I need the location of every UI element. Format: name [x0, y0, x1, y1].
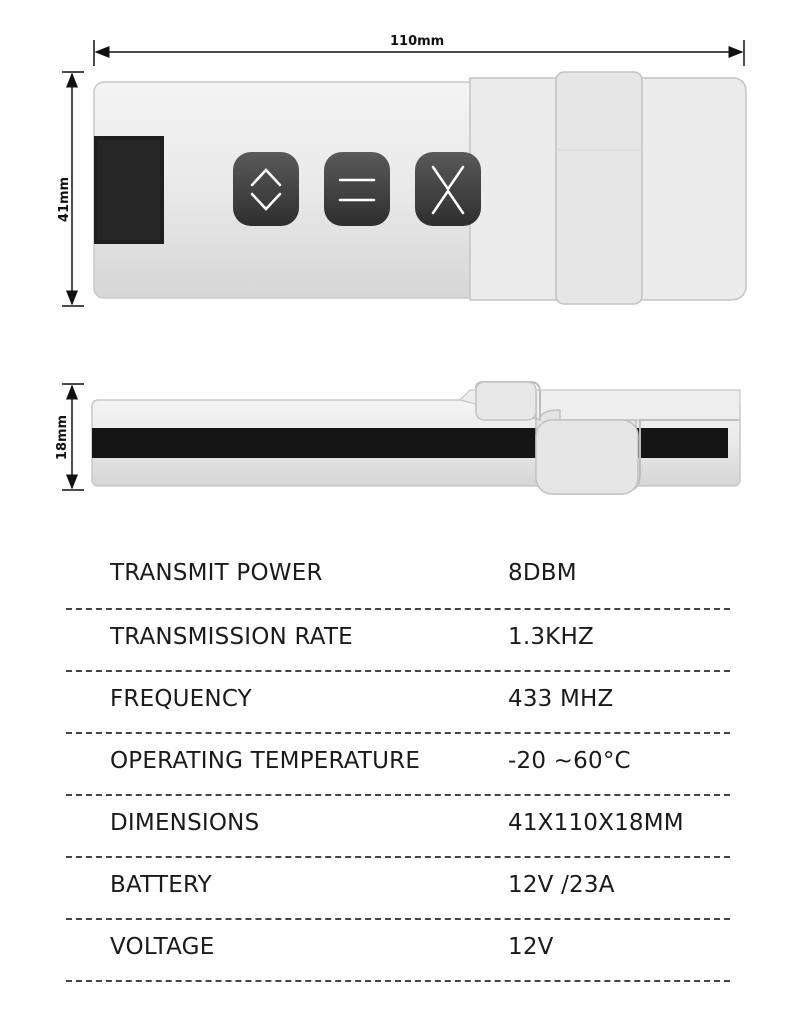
spec-row-dimensions — [66, 796, 730, 858]
spec-label: VOLTAGE — [110, 934, 215, 960]
width-dimension-label: 110mm — [390, 34, 445, 49]
up-down-button[interactable] — [233, 152, 299, 226]
close-x-button[interactable] — [415, 152, 481, 226]
spec-table — [66, 546, 730, 982]
spec-label: TRANSMISSION RATE — [110, 624, 353, 650]
spec-row-operating-temperature — [66, 734, 730, 796]
spec-row-frequency — [66, 672, 730, 734]
spec-value: 12V /23A — [508, 872, 615, 898]
depth-dimension-label: 18mm — [55, 414, 71, 461]
spec-label: OPERATING TEMPERATURE — [110, 748, 421, 774]
spec-value: 12V — [508, 934, 554, 960]
spec-label: BATTERY — [110, 872, 212, 898]
spec-row-transmission-rate — [66, 610, 730, 672]
remote-side-view — [92, 382, 740, 494]
stop-button[interactable] — [324, 152, 390, 226]
spec-value: 41X110X18MM — [508, 810, 684, 836]
spec-label: TRANSMIT POWER — [110, 560, 323, 586]
spec-value: 1.3KHZ — [508, 624, 594, 650]
spec-value: 433 MHZ — [508, 686, 614, 712]
spec-label: FREQUENCY — [110, 686, 252, 712]
spec-row-voltage — [66, 920, 730, 982]
spec-row-transmit-power — [66, 546, 730, 610]
height-dimension-label: 41mm — [57, 176, 73, 223]
spec-value: 8DBM — [508, 560, 577, 586]
spec-value: -20 ~60°C — [508, 748, 631, 774]
spec-row-battery — [66, 858, 730, 920]
spec-label: DIMENSIONS — [110, 810, 260, 836]
